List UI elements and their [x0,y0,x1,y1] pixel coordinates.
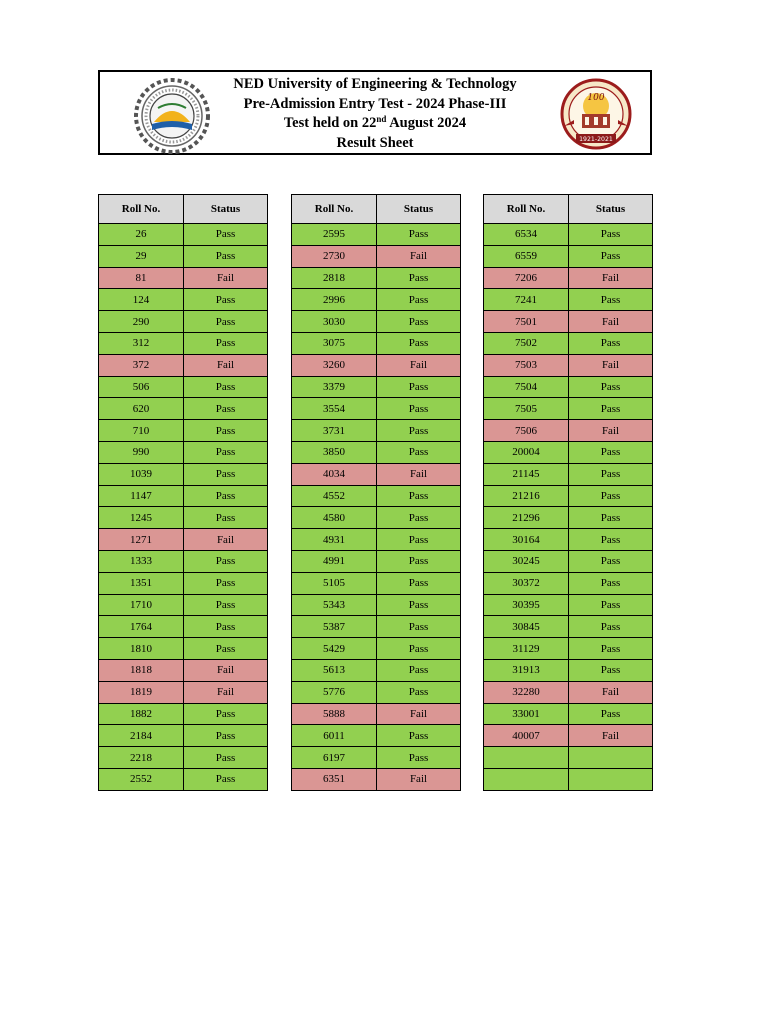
table-row [484,550,653,572]
status-cell: Pass [569,485,653,507]
status-cell: Pass [184,441,268,463]
table-row [484,398,653,420]
status-cell: Pass [184,768,268,790]
status-cell: Pass [569,550,653,572]
table-row [292,703,461,725]
roll-no-cell: 3260 [292,354,377,376]
table-row [99,507,268,529]
table-header-row [292,195,461,224]
status-cell: Pass [184,747,268,769]
table-row [292,725,461,747]
roll-no-cell: 31129 [484,638,569,660]
table-row [292,529,461,551]
table-row [292,376,461,398]
test-date: Test held on 22nd August 2024 [283,114,467,131]
table-row [484,267,653,289]
status-cell: Pass [377,420,461,442]
roll-no-cell: 21296 [484,507,569,529]
results-table-2 [291,194,461,791]
table-row [292,332,461,354]
roll-no-cell: 1245 [99,507,184,529]
status-cell: Fail [377,245,461,267]
table-row [292,681,461,703]
roll-no-cell: 7206 [484,267,569,289]
table-row [292,550,461,572]
status-cell: Pass [184,376,268,398]
status-cell [569,747,653,769]
status-cell: Pass [569,659,653,681]
table-row [99,267,268,289]
table-row [99,311,268,333]
status-cell: Pass [377,638,461,660]
status-cell: Pass [377,725,461,747]
roll-no-cell: 29 [99,245,184,267]
table-row [484,289,653,311]
status-cell: Pass [377,594,461,616]
roll-no-cell: 7502 [484,332,569,354]
status-cell: Pass [377,332,461,354]
roll-no-cell: 5613 [292,659,377,681]
table-row [99,659,268,681]
roll-no-cell: 3379 [292,376,377,398]
roll-no-cell: 290 [99,311,184,333]
table-row [484,768,653,790]
centenary-number: 100 [587,93,605,103]
status-cell: Fail [184,681,268,703]
table-row [484,659,653,681]
table-row [292,572,461,594]
table-row [484,681,653,703]
roll-no-cell: 1039 [99,463,184,485]
table-row [484,485,653,507]
roll-no-cell: 1882 [99,703,184,725]
status-cell: Pass [377,681,461,703]
status-cell: Pass [184,398,268,420]
results-table-1 [98,194,268,791]
status-cell: Pass [569,224,653,246]
status-cell: Pass [184,638,268,660]
table-row [292,441,461,463]
status-cell: Pass [184,245,268,267]
table-row [99,594,268,616]
table-row [484,420,653,442]
table-row [484,703,653,725]
status-cell: Pass [377,376,461,398]
table-row [484,616,653,638]
status-cell: Fail [569,311,653,333]
roll-no-cell: 30164 [484,529,569,551]
roll-no-cell: 2730 [292,245,377,267]
table-row [99,725,268,747]
table-row [292,659,461,681]
table-row [99,420,268,442]
status-cell: Pass [377,550,461,572]
university-name: NED University of Engineering & Technology [233,76,517,92]
status-cell: Pass [569,441,653,463]
table-row [484,441,653,463]
table-row [292,747,461,769]
status-cell: Fail [569,354,653,376]
table-row [99,768,268,790]
table-row [292,267,461,289]
table-row [292,463,461,485]
roll-no-cell: 5343 [292,594,377,616]
status-cell: Pass [569,594,653,616]
roll-no-cell: 3030 [292,311,377,333]
table-row [292,224,461,246]
roll-no-cell: 31913 [484,659,569,681]
roll-no-cell: 1764 [99,616,184,638]
status-cell: Fail [569,725,653,747]
roll-no-cell: 7503 [484,354,569,376]
table-row [484,376,653,398]
status-cell: Pass [184,224,268,246]
roll-no-cell: 710 [99,420,184,442]
status-cell: Fail [569,681,653,703]
status-cell: Pass [569,616,653,638]
table-header-row [99,195,268,224]
roll-no-cell: 30372 [484,572,569,594]
status-cell: Fail [184,267,268,289]
roll-no-cell: 30845 [484,616,569,638]
roll-no-cell: 1147 [99,485,184,507]
status-cell: Pass [377,289,461,311]
status-cell: Pass [184,485,268,507]
table-row [99,747,268,769]
roll-no-cell: 4034 [292,463,377,485]
roll-no-cell: 3850 [292,441,377,463]
table-row [99,638,268,660]
table-row [99,703,268,725]
results-table-3 [483,194,653,791]
roll-no-cell: 32280 [484,681,569,703]
roll-no-cell: 4552 [292,485,377,507]
roll-no-cell: 1819 [99,681,184,703]
status-header: Status [377,195,461,224]
roll-no-cell: 2218 [99,747,184,769]
table-row [484,354,653,376]
roll-no-cell: 3075 [292,332,377,354]
roll-no-cell: 2818 [292,267,377,289]
status-cell: Pass [184,463,268,485]
table-row [484,725,653,747]
status-cell [569,768,653,790]
table-row [292,354,461,376]
result-sheet-title: Result Sheet [336,134,414,151]
status-cell: Pass [569,572,653,594]
status-cell: Fail [184,354,268,376]
table-row [99,441,268,463]
roll-no-cell: 2184 [99,725,184,747]
table-row [99,376,268,398]
table-row [99,354,268,376]
table-row [292,289,461,311]
table-row [484,245,653,267]
roll-no-cell: 5429 [292,638,377,660]
status-cell: Pass [184,507,268,529]
table-row [292,420,461,442]
roll-no-cell: 1271 [99,529,184,551]
status-cell: Pass [184,420,268,442]
status-cell: Pass [569,638,653,660]
status-cell: Pass [377,572,461,594]
status-cell: Fail [377,703,461,725]
table-row [292,768,461,790]
roll-no-cell: 124 [99,289,184,311]
table-row [292,616,461,638]
roll-no-cell: 1818 [99,659,184,681]
roll-no-cell: 3554 [292,398,377,420]
roll-no-header: Roll No. [484,195,569,224]
roll-no-cell: 620 [99,398,184,420]
roll-no-cell: 2996 [292,289,377,311]
status-cell: Pass [569,245,653,267]
roll-no-cell: 6011 [292,725,377,747]
status-cell: Pass [377,529,461,551]
roll-no-cell: 4991 [292,550,377,572]
roll-no-cell: 40007 [484,725,569,747]
roll-no-header: Roll No. [99,195,184,224]
roll-no-cell: 2552 [99,768,184,790]
roll-no-cell: 30395 [484,594,569,616]
status-cell: Pass [377,485,461,507]
table-row [99,529,268,551]
status-cell: Pass [184,289,268,311]
roll-no-cell: 5387 [292,616,377,638]
roll-no-cell: 5105 [292,572,377,594]
status-cell: Pass [377,441,461,463]
status-cell: Pass [569,703,653,725]
table-row [484,311,653,333]
roll-no-cell: 1710 [99,594,184,616]
roll-no-cell [484,747,569,769]
status-header: Status [569,195,653,224]
status-cell: Pass [377,267,461,289]
roll-no-header: Roll No. [292,195,377,224]
status-cell: Pass [569,332,653,354]
status-cell: Pass [377,747,461,769]
table-row [99,398,268,420]
roll-no-cell: 6351 [292,768,377,790]
roll-no-cell: 7504 [484,376,569,398]
roll-no-cell: 1351 [99,572,184,594]
status-cell: Pass [184,594,268,616]
roll-no-cell: 6559 [484,245,569,267]
roll-no-cell: 7505 [484,398,569,420]
status-cell: Pass [569,398,653,420]
roll-no-cell: 2595 [292,224,377,246]
roll-no-cell: 990 [99,441,184,463]
table-row [484,463,653,485]
roll-no-cell: 7501 [484,311,569,333]
roll-no-cell: 3731 [292,420,377,442]
status-cell: Pass [377,659,461,681]
centenary-emblem-icon [556,78,636,152]
roll-no-cell: 7506 [484,420,569,442]
table-row [99,224,268,246]
table-row [292,245,461,267]
status-cell: Pass [377,224,461,246]
table-row [484,572,653,594]
status-cell: Pass [377,311,461,333]
roll-no-cell: 6534 [484,224,569,246]
table-row [99,245,268,267]
table-row [292,485,461,507]
table-row [484,594,653,616]
roll-no-cell [484,768,569,790]
status-cell: Pass [569,529,653,551]
table-row [484,638,653,660]
status-cell: Pass [377,616,461,638]
status-cell: Pass [184,572,268,594]
roll-no-cell: 506 [99,376,184,398]
status-cell: Pass [184,616,268,638]
table-row [484,529,653,551]
status-header: Status [184,195,268,224]
roll-no-cell: 4580 [292,507,377,529]
table-row [484,507,653,529]
table-row [99,616,268,638]
centenary-years: 1921-2021 [579,136,613,143]
status-cell: Pass [377,398,461,420]
status-cell: Fail [569,267,653,289]
roll-no-cell: 33001 [484,703,569,725]
table-row [292,638,461,660]
roll-no-cell: 81 [99,267,184,289]
roll-no-cell: 312 [99,332,184,354]
status-cell: Pass [569,463,653,485]
result-sheet-header [98,70,652,155]
roll-no-cell: 6197 [292,747,377,769]
table-row [484,224,653,246]
status-cell: Pass [184,703,268,725]
table-row [292,398,461,420]
table-row [484,332,653,354]
roll-no-cell: 5776 [292,681,377,703]
roll-no-cell: 4931 [292,529,377,551]
table-row [99,463,268,485]
table-row [292,594,461,616]
roll-no-cell: 7241 [484,289,569,311]
roll-no-cell: 21216 [484,485,569,507]
table-row [99,289,268,311]
status-cell: Fail [569,420,653,442]
roll-no-cell: 5888 [292,703,377,725]
roll-no-cell: 1333 [99,550,184,572]
status-cell: Pass [184,550,268,572]
status-cell: Pass [569,289,653,311]
status-cell: Pass [569,376,653,398]
status-cell: Pass [377,507,461,529]
roll-no-cell: 1810 [99,638,184,660]
table-row [292,507,461,529]
roll-no-cell: 372 [99,354,184,376]
roll-no-cell: 21145 [484,463,569,485]
table-header-row [484,195,653,224]
roll-no-cell: 20004 [484,441,569,463]
table-row [484,747,653,769]
status-cell: Fail [377,463,461,485]
roll-no-cell: 26 [99,224,184,246]
table-row [99,572,268,594]
table-row [99,485,268,507]
status-cell: Fail [184,529,268,551]
table-row [99,332,268,354]
roll-no-cell: 30245 [484,550,569,572]
table-row [99,681,268,703]
status-cell: Pass [184,725,268,747]
status-cell: Fail [184,659,268,681]
status-cell: Pass [184,332,268,354]
table-row [292,311,461,333]
status-cell: Pass [184,311,268,333]
table-row [99,550,268,572]
status-cell: Pass [569,507,653,529]
status-cell: Fail [377,354,461,376]
status-cell: Fail [377,768,461,790]
test-title: Pre-Admission Entry Test - 2024 Phase-III [243,95,507,112]
